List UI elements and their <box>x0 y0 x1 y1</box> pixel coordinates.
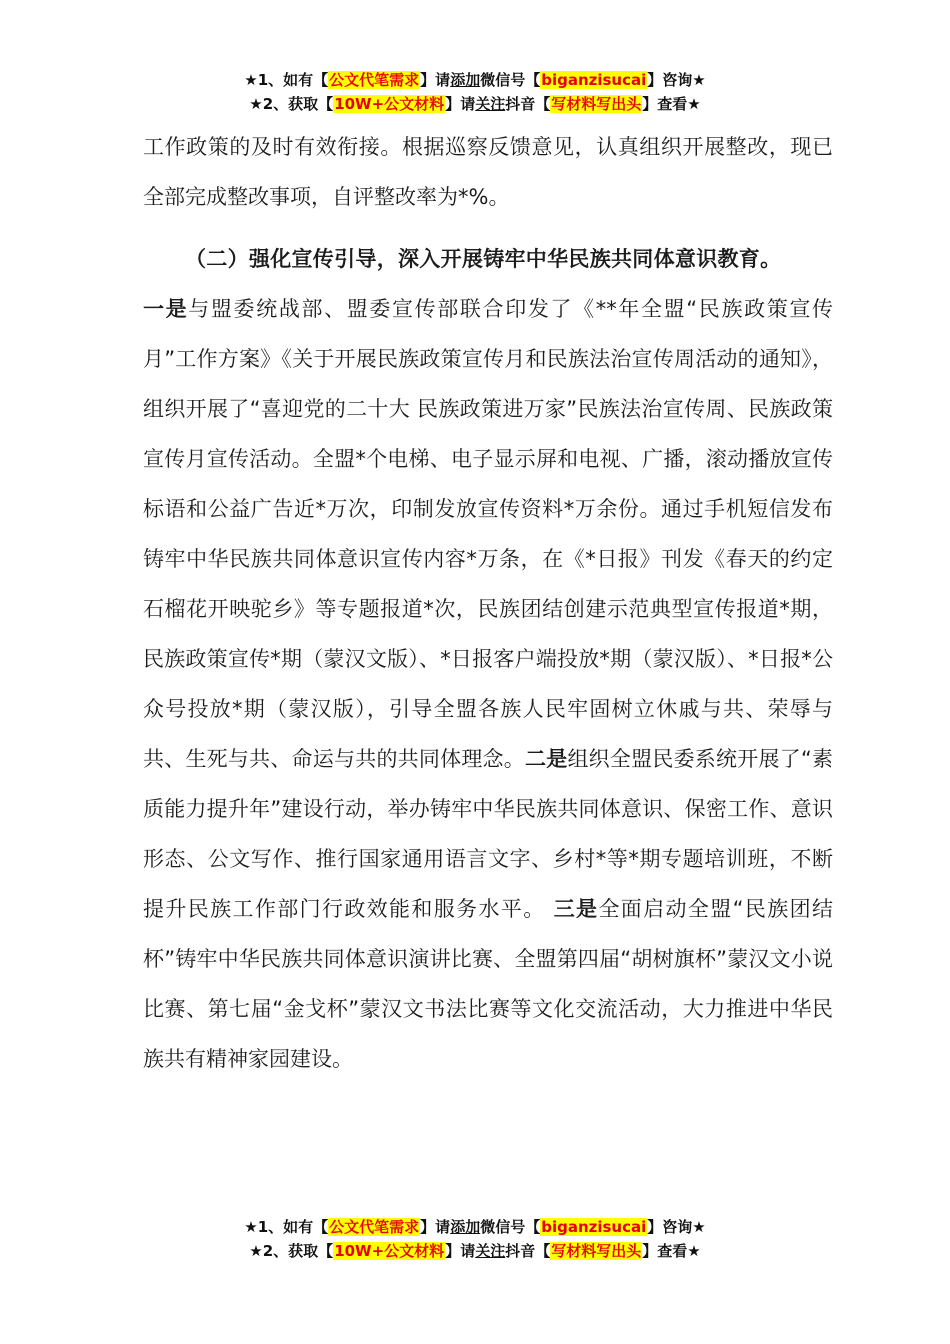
footer-line-2: ★2、获取【10W+公文材料】请关注抖音【写材料写出头】查看★ <box>249 1242 701 1260</box>
highlight-service: 公文代笔需求 <box>329 71 420 89</box>
paragraph-continuation: 工作政策的及时有效衔接。根据巡察反馈意见，认真组织开展整改，现已全部完成整改事项，自评整改率为*%。 <box>143 135 833 209</box>
section-heading: （二）强化宣传引导，深入开展铸牢中华民族共同体意识教育。 <box>185 247 782 271</box>
paragraph-main <box>143 284 833 1084</box>
highlight-materials: 10W+公文材料 <box>334 95 445 113</box>
document-body <box>143 122 833 1084</box>
point-two-label: 二是 <box>525 747 568 771</box>
point-one-label: 一是 <box>143 297 189 321</box>
point-one-text: 与盟委统战部、盟委宣传部联合印发了《**年全盟“民族政策宣传月”工作方案》《关于开展民族政策宣传月和民族法治宣传周活动的通知》，组织开展了“喜迎党的二十大 民族政策进万家”民族法治宣传周、民族政策宣传月宣传活动。全盟*个电梯、电子显示屏和电视、广播，滚动播放宣传标语和公益广告近*万次，印制发放宣传资料*万余份。通过手机短信发布铸牢中华民族共同体意识宣传内容*万条，在《*日报》刊发《春天的约定 石榴花开映驼乡》等专题报道*次，民族团结创建示范典型宣传报道*期，民族政策宣传*期（蒙汉文版）、*日报客户端投放*期（蒙汉版）、*日报*公众号投放*期（蒙汉版），引导全盟各族人民牢固树立休戚与共、荣辱与共、生死与共、命运与共的共同体理念。 <box>143 297 833 771</box>
footer-banner <box>0 1215 950 1263</box>
highlight-douyin-id: 写材料写出头 <box>551 95 642 113</box>
banner-line-1: ★1、如有【公文代笔需求】请添加微信号【biganzisucai】咨询★ <box>244 71 706 89</box>
point-two-text: 组织全盟民委系统开展了“素质能力提升年”建设行动，举办铸牢中华民族共同体意识、保密工作、意识形态、公文写作、推行国家通用语言文字、乡村*等*期专题培训班，不断提升民族工作部门行政效能和服务水平。 <box>143 747 833 921</box>
point-three-label: 三是 <box>553 897 599 921</box>
header-banner <box>0 68 950 116</box>
point-three-text: 全面启动全盟“民族团结杯”铸牢中华民族共同体意识演讲比赛、全盟第四届“胡树旗杯”蒙汉文小说比赛、第七届“金戈杯”蒙汉文书法比赛等文化交流活动，大力推进中华民族共有精神家园建设。 <box>143 897 834 1071</box>
footer-line-1: ★1、如有【公文代笔需求】请添加微信号【biganzisucai】咨询★ <box>244 1218 706 1236</box>
banner-line-2: ★2、获取【10W+公文材料】请关注抖音【写材料写出头】查看★ <box>249 95 701 113</box>
highlight-wechat-id: biganzisucai <box>541 71 647 89</box>
